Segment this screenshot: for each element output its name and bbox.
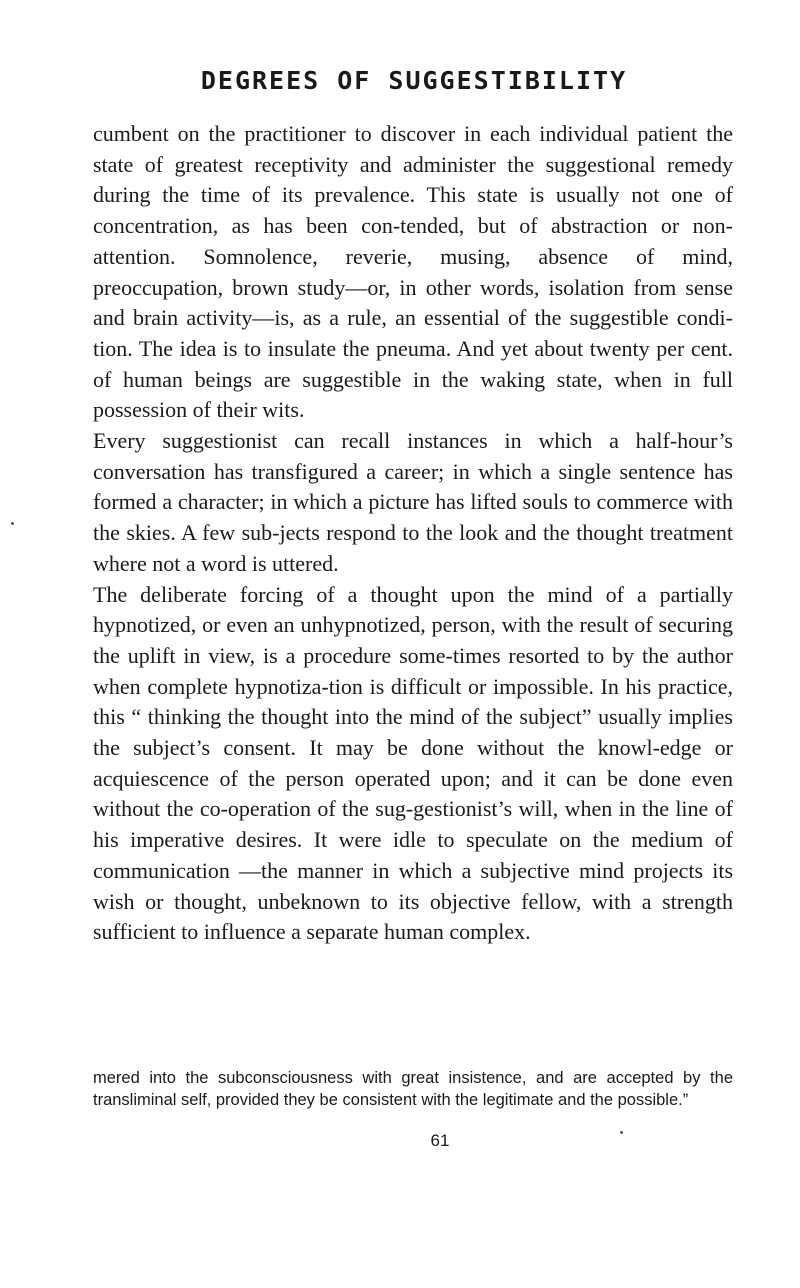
paragraph-2: Every suggestionist can recall instances in which a half-hour’s conversation has transfigured a career; in which a single sentence has formed a character; in which a picture has lifted souls to commerce with the skies. A few sub-jects respond to the look and the thought treatment where not a word is uttered. [93,428,733,576]
running-header: DEGREES OF SUGGESTIBILITY [200,66,628,95]
print-speck [11,522,14,525]
footnote: mered into the subconsciousness with great insistence, and are accepted by the transliminal self, provided they be consistent with the legitimate and the possible.” [93,1069,733,1109]
paragraph-1: cumbent on the practitioner to discover in each individual patient the state of greatest receptivity and administer the suggestional remedy during the time of its prevalence. This state is usually not one of concentration, as has been con-tended, but of abstraction or non-attention. Somnolence, reverie, musing, absence of mind, preoccupation, brown study—or, in other words, isolation from sense and brain activity—is, as a rule, an essential of the suggestible condi-tion. The idea is to insulate the pneuma. And yet about twenty per cent. of human beings are suggestible in the waking state, when in full possession of their wits. [93,121,733,423]
print-speck [620,1131,623,1134]
page-number: 61 [430,1131,450,1150]
paragraph-3: The deliberate forcing of a thought upon the mind of a partially hypnotized, or even an unhypnotized, person, with the result of securing the uplift in view, is a procedure some-times resorted to by the author when complete hypnotiza-tion is difficult or impossible. In his practice, this “ thinking the thought into the mind of the subject” usually implies the subject’s consent. It may be done without the knowl-edge or acquiescence of the person operated upon; and it can be done even without the co-operation of the sug-gestionist’s will, when in the line of his imperative desires. It were idle to speculate on the medium of communication —the manner in which a subjective mind projects its wish or thought, unbeknown to its objective fellow, with a strength sufficient to influence a separate human complex. [93,581,733,945]
body-text [93,119,733,948]
